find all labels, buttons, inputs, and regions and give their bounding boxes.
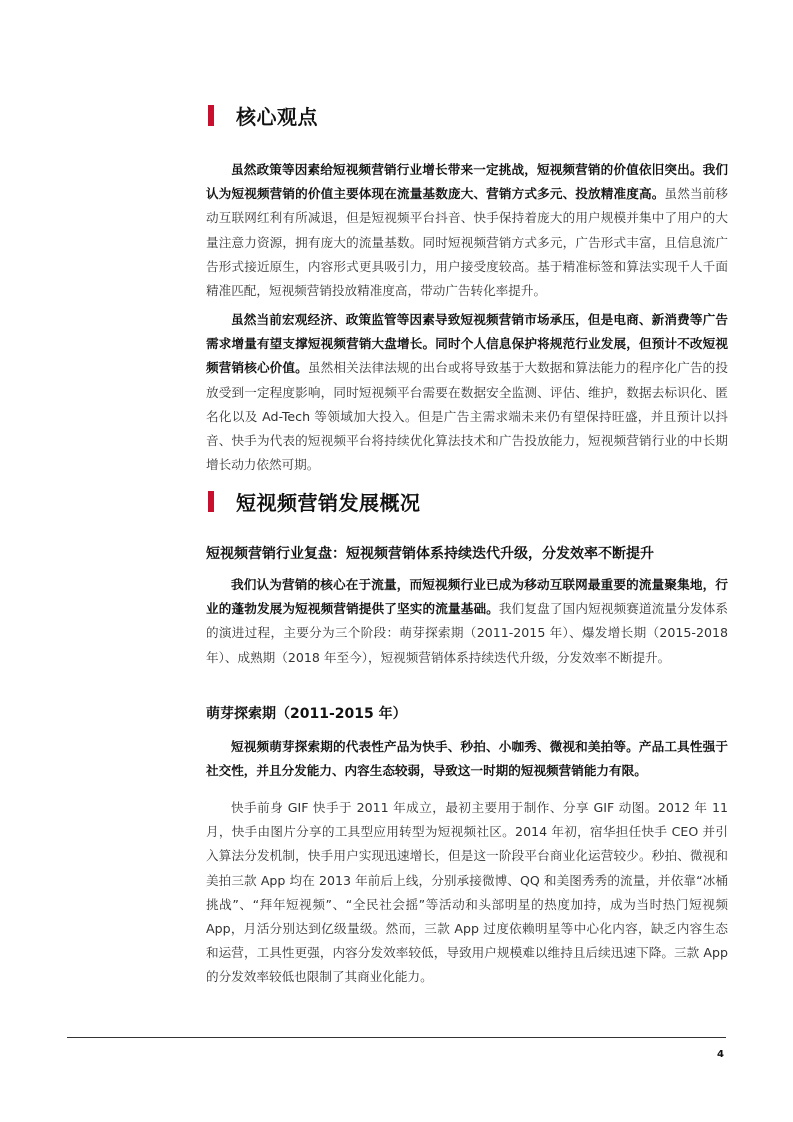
section-heading-overview — [208, 488, 421, 514]
footer-divider — [67, 1037, 726, 1038]
paragraph-lead: 我们认为营销的核心在于流量，而短视频行业已成为移动互联网最重要的流量聚集地，行业的蓬勃发展为短视频营销提供了坚实的流量基础。 — [206, 577, 728, 617]
section-marker — [208, 491, 214, 512]
paragraph-body: 虽然当前移动互联网红利有所减退，但是短视频平台抖音、快手保持着庞大的用户规模并集中了用户的大量注意力资源，拥有庞大的流量基数。同时短视频营销方式多元，广告形式丰富，且信息流广告形式接近原生，内容形式更具吸引力，用户接受度较高。基于精准标签和算法实现千人千面精准匹配，短视频营销投放精准度高，带动广告转化率提升。 — [206, 186, 729, 299]
paragraph-phase-body — [206, 796, 728, 990]
section-marker — [208, 105, 214, 126]
paragraph-body: 快手前身 GIF 快手于 2011 年成立，最初主要用于制作、分享 GIF 动图。2012 年 11 月，快手由图片分享的工具型应用转型为短视频社区。2014 年初，宿华担任快手 CEO 并引入算法分发机制，快手用户实现迅速增长，但是这一阶段平台商业化运营较少。秒拍、微视和美拍三款 App 均在 2013 年前后上线，分别承接微博、QQ 和美图秀秀的流量，并依靠“冰桶挑战”、“拜年短视频”、“全民社会摇”等活动和头部明星的热度加持，成为当时热门短视频 App，月活分别达到亿级量级。然而，三款 App 过度依赖明星等中心化内容，缺乏内容生态和运营，工具性更强，内容分发效率较低，导致用户规模难以维持且后续迅速下降。三款 App 的分发效率较低也限制了其商业化能力。 — [206, 800, 728, 985]
phase-title: 萌芽探索期（2011-2015 年） — [206, 706, 407, 722]
section-title: 短视频营销发展概况 — [236, 490, 421, 515]
section-title: 核心观点 — [236, 104, 318, 129]
paragraph-phase-lead — [206, 735, 728, 783]
paragraph-core-views-1 — [206, 158, 728, 303]
subsection-title: 短视频营销行业复盘：短视频营销体系持续迭代升级，分发效率不断提升 — [206, 546, 654, 562]
paragraph-lead: 虽然政策等因素给短视频营销行业增长带来一定挑战，短视频营销的价值依旧突出。我们认为短视频营销的价值主要体现在流量基数庞大、营销方式多元、投放精准度高。 — [206, 162, 728, 202]
paragraph-lead: 虽然当前宏观经济、政策监管等因素导致短视频营销市场承压，但是电商、新消费等广告需求增量有望支撑短视频营销大盘增长。同时个人信息保护将规范行业发展，但预计不改短视频营销核心价值。 — [206, 312, 728, 376]
paragraph-lead: 短视频萌芽探索期的代表性产品为快手、秒拍、小咖秀、微视和美拍等。产品工具性强于社交性，并且分发能力、内容生态较弱，导致这一时期的短视频营销能力有限。 — [206, 739, 728, 779]
page-number: 4 — [717, 1049, 724, 1060]
paragraph-core-views-2 — [206, 308, 728, 477]
section-heading-core-views — [208, 102, 318, 128]
paragraph-body: 虽然相关法律法规的出台或将导致基于大数据和算法能力的程序化广告的投放受到一定程度影响，同时短视频平台需要在数据安全监测、评估、维护，数据去标识化、匿名化以及 Ad-Tech 等领域加大投入。但是广告主需求端未来仍有望保持旺盛，并且预计以抖音、快手为代表的短视频平台将持续优化算法技术和广告投放能力，短视频营销行业的中长期增长动力依然可期。 — [206, 360, 729, 473]
paragraph-overview-1 — [206, 573, 728, 670]
paragraph-body: 我们复盘了国内短视频赛道流量分发体系的演进过程，主要分为三个阶段：萌芽探索期（2011-2015 年）、爆发增长期（2015-2018 年）、成熟期（2018 年至今），短视频营销体系持续迭代升级，分发效率不断提升。 — [206, 601, 729, 665]
